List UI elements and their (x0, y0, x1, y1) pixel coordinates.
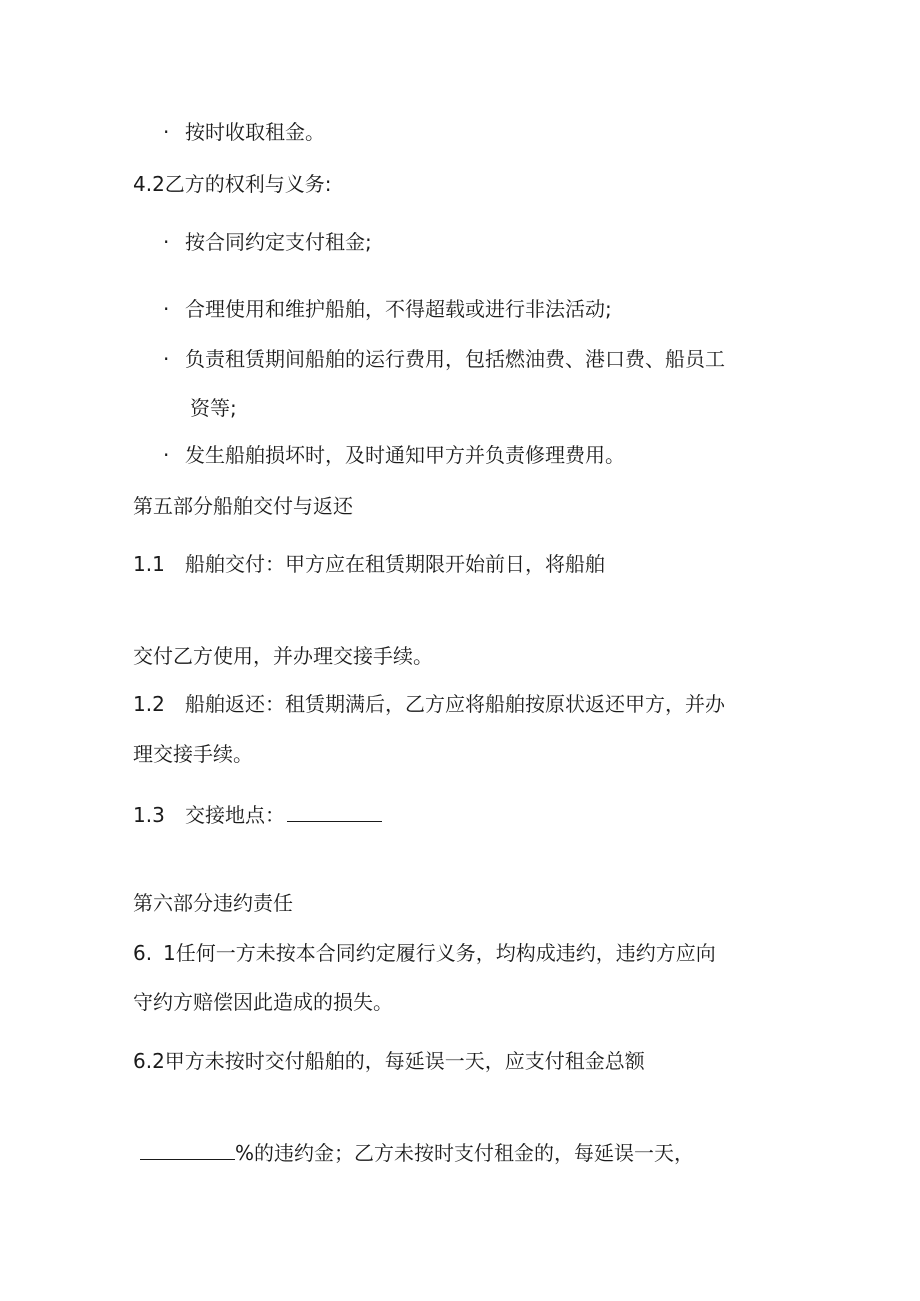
party-b-item-4: · 发生船舶损坏时，及时通知甲方并负责修理费用。 (163, 443, 625, 467)
clause-1-2-continuation: 理交接手续。 (133, 742, 253, 766)
clause-6-1-continuation: 守约方赔偿因此造成的损失。 (133, 990, 393, 1014)
section-5-title: 第五部分船舶交付与返还 (133, 494, 353, 518)
section-6-title: 第六部分违约责任 (133, 891, 293, 915)
clause-6-2: 6.2甲方未按时交付船舶的，每延误一天，应支付租金总额 (133, 1049, 645, 1073)
party-b-item-2: · 合理使用和维护船舶，不得超载或进行非法活动; (163, 297, 612, 321)
party-a-obligation-item: · 按时收取租金。 (163, 120, 325, 144)
clause-1-1: 1.1 船舶交付：甲方应在租赁期限开始前日，将船舶 (133, 552, 605, 576)
clause-number: 1.1 (133, 552, 165, 576)
party-b-item-3: · 负责租赁期间船舶的运行费用，包括燃油费、港口费、船员工 (163, 347, 725, 371)
clause-1-3: 1.3 交接地点： (133, 799, 382, 829)
clause-1-2: 1.2 船舶返还：租赁期满后，乙方应将船舶按原状返还甲方，并办 (133, 692, 725, 716)
clause-number: 1.3 (133, 803, 165, 827)
clause-6-2-continuation: %的违约金；乙方未按时支付租金的，每延误一天， (140, 1137, 694, 1167)
clause-number: 6. (133, 941, 153, 965)
clause-6-1: 6. 1任何一方未按本合同约定履行义务，均构成违约，违约方应向 (133, 941, 716, 965)
clause-1-1-continuation: 交付乙方使用，并办理交接手续。 (133, 644, 433, 668)
bullet: · (163, 297, 170, 321)
penalty-rate-blank[interactable] (140, 1137, 235, 1160)
party-b-item-1: · 按合同约定支付租金; (163, 230, 372, 254)
clause-number: 1.2 (133, 692, 165, 716)
bullet: · (163, 347, 170, 371)
party-b-item-3-continuation: 资等; (190, 396, 237, 420)
bullet: · (163, 230, 170, 254)
section-4-2-heading: 4.2乙方的权利与义务: (133, 172, 332, 196)
bullet: · (163, 443, 170, 467)
bullet: · (163, 120, 170, 144)
handover-location-blank[interactable] (287, 799, 382, 822)
